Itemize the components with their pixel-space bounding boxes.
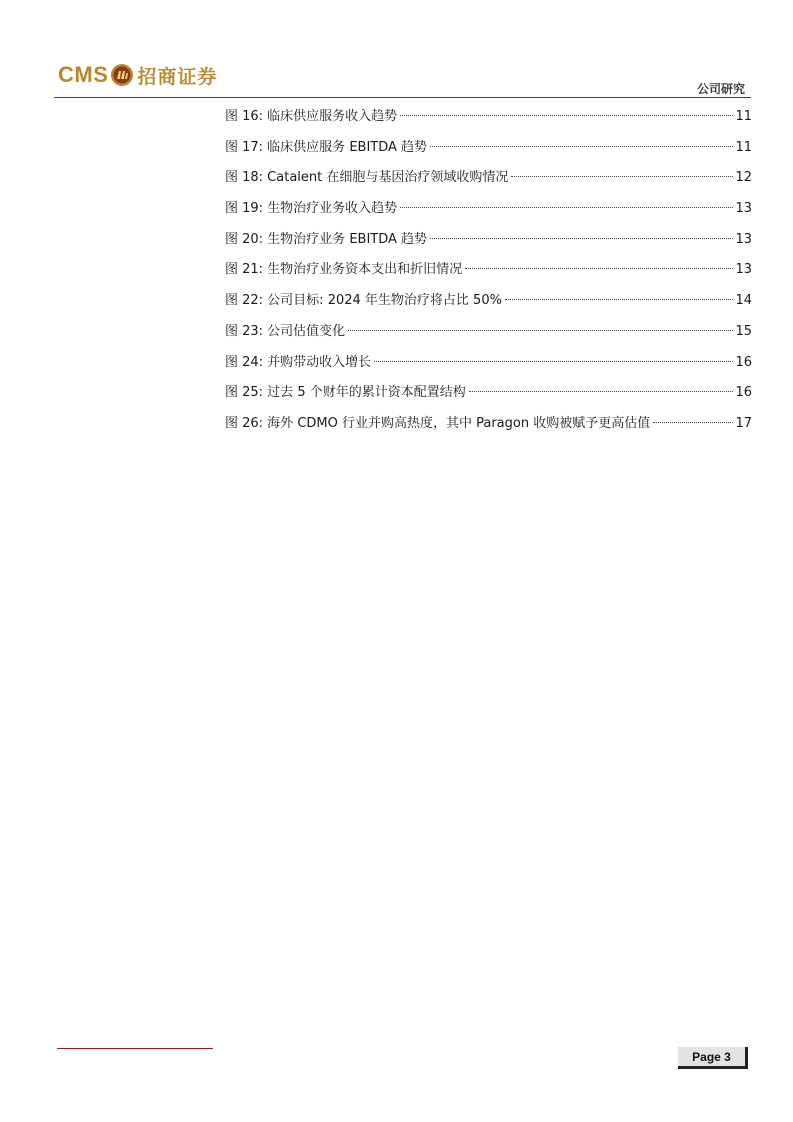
toc-entry-label: 图 17: 临床供应服务 EBITDA 趋势 xyxy=(225,139,428,155)
toc-entry-page: 16 xyxy=(735,354,752,370)
toc-dot-leader xyxy=(374,361,733,362)
toc-dot-leader xyxy=(430,146,733,147)
toc-entry[interactable] xyxy=(225,410,752,441)
toc-entry-page: 11 xyxy=(735,139,752,155)
toc-entry[interactable] xyxy=(225,287,752,318)
toc-entry-label: 图 22: 公司目标: 2024 年生物治疗将占比 50% xyxy=(225,293,502,309)
toc-dot-leader xyxy=(653,422,733,423)
toc-entry-label: 图 26: 海外 CDMO 行业并购高热度，其中 Paragon 收购被赋予更高估值 xyxy=(225,415,651,431)
section-label: 公司研究 xyxy=(696,82,745,96)
toc-entry[interactable] xyxy=(225,379,752,410)
company-logo xyxy=(58,62,217,88)
toc-dot-leader xyxy=(400,207,733,208)
page-number-badge: Page 3 xyxy=(678,1047,748,1069)
toc-entry-label: 图 24: 并购带动收入增长 xyxy=(225,354,372,370)
header-divider xyxy=(54,97,751,98)
footer-divider xyxy=(57,1048,213,1049)
toc-entry-label: 图 16: 临床供应服务收入趋势 xyxy=(225,109,398,124)
toc-entry-page: 17 xyxy=(735,415,752,431)
toc-entry-label: 图 20: 生物治疗业务 EBITDA 趋势 xyxy=(225,231,428,247)
toc-entry[interactable] xyxy=(225,103,752,134)
toc-dot-leader xyxy=(469,391,734,392)
figure-list xyxy=(225,103,752,441)
toc-entry-label: 图 19: 生物治疗业务收入趋势 xyxy=(225,201,398,217)
toc-entry-page: 12 xyxy=(735,170,752,186)
toc-entry-page: 16 xyxy=(735,385,752,401)
toc-entry-label: 图 18: Catalent 在细胞与基因治疗领域收购情况 xyxy=(225,170,509,186)
toc-entry[interactable] xyxy=(225,226,752,257)
toc-entry[interactable] xyxy=(225,134,752,165)
toc-entry[interactable] xyxy=(225,164,752,195)
page-header xyxy=(0,0,793,100)
toc-dot-leader xyxy=(505,299,734,300)
toc-entry-label: 图 23: 公司估值变化 xyxy=(225,323,346,339)
toc-dot-leader xyxy=(400,115,733,116)
toc-entry[interactable] xyxy=(225,318,752,349)
toc-entry[interactable] xyxy=(225,256,752,287)
toc-dot-leader xyxy=(465,268,733,269)
toc-entry-page: 14 xyxy=(735,293,752,309)
toc-entry[interactable] xyxy=(225,195,752,226)
logo-mark-icon xyxy=(110,63,134,87)
toc-entry-page: 13 xyxy=(735,231,752,247)
logo-chinese-name: 招商证券 xyxy=(137,65,218,88)
toc-dot-leader xyxy=(511,176,733,177)
logo-text: CMS xyxy=(58,62,109,87)
toc-entry-label: 图 21: 生物治疗业务资本支出和折旧情况 xyxy=(225,262,463,278)
toc-entry-page: 11 xyxy=(735,109,752,124)
toc-entry[interactable] xyxy=(225,349,752,380)
toc-entry-page: 13 xyxy=(735,262,752,278)
toc-entry-page: 13 xyxy=(735,201,752,217)
toc-entry-label: 图 25: 过去 5 个财年的累计资本配置结构 xyxy=(225,385,466,401)
toc-entry-page: 15 xyxy=(735,323,752,339)
toc-dot-leader xyxy=(430,238,733,239)
toc-dot-leader xyxy=(348,330,733,331)
